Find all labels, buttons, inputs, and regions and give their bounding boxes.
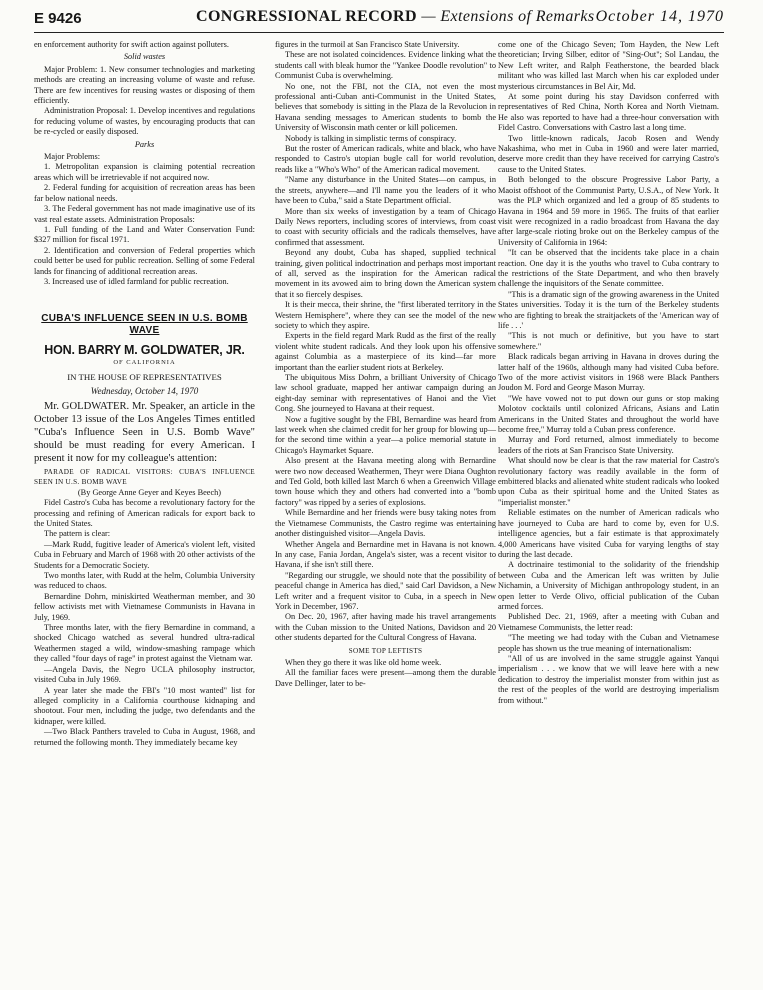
speech-date: Wednesday, October 14, 1970 bbox=[90, 385, 199, 396]
publication-title bbox=[196, 8, 595, 26]
paragraph: "Name any disturbance in the United States—on campus, in the streets, anywhere—and I'll name you the leaders of it who have been to Cuba," said a State Department official. bbox=[275, 175, 496, 206]
paragraph: The pattern is clear: bbox=[44, 529, 111, 539]
record-section: — Extensions of Remarks bbox=[421, 8, 595, 25]
article-heading-block bbox=[34, 313, 255, 337]
paragraph: "This is a dramatic sign of the growing awareness in the United States universities. Today it is the turn of the Berkeley students who are fighting to break the straitjackets of the 'American way of life . . .' bbox=[498, 289, 719, 330]
paragraph: While Bernardine and her friends were busy taking notes from the Vietnamese Communists, the Castro regime was entertaining another distinguished visitor—Angela Davis. bbox=[275, 508, 496, 539]
paragraph: 3. Increased use of idled farmland for public recreation. bbox=[44, 276, 229, 286]
article-heading: CUBA'S INFLUENCE SEEN IN U.S. BOMB WAVE bbox=[41, 313, 248, 337]
paragraph: What should now be clear is that the raw material for Castro's revolutionary factory was readily available in the form of embittered blacks and alienated white student radicals who looked upon Cuba as their spiritual home and the United States as "imperialist monster." bbox=[498, 456, 719, 507]
paragraph: Bernardine Dohrn, miniskirted Weatherman member, and 30 fellow activists met with Vietnamese Communists in Havana in July, 1969. bbox=[34, 591, 255, 622]
paragraph: figures in the turmoil at San Francisco State University. bbox=[275, 40, 460, 49]
paragraph: Beyond any doubt, Cuba has shaped, supplied technical training, given political indoctrination and perhaps most important of all, served as the inspiration for the American radical movement in its avowed aim to bring down the American system that it so fiercely despises. bbox=[275, 248, 496, 299]
paragraph: Administration Proposal: 1. Develop incentives and regulations for reducing volume of wastes, by encouraging products that can be re-cycled or easily disposed. bbox=[34, 106, 255, 137]
subheading-parks: Parks bbox=[134, 139, 155, 149]
byline: (By George Anne Geyer and Keyes Beech) bbox=[77, 487, 222, 497]
paragraph: —Mark Rudd, fugitive leader of America's violent left, visited Cuba in February and March of 1968 with 20 other activists of the Students for a Democratic Society. bbox=[34, 539, 255, 570]
paragraph: A doctrinaire testimonial to the solidarity of the friendship between Cuba and the American left was written by Julie Nichamin, a University of Michigan anthropology student, in an open letter to Verde Olivo, official publication of the Cuban armed forces. bbox=[498, 560, 719, 611]
paragraph: "Regarding our struggle, we should note that the possibility of peaceful change in America has died," said Carl Davidson, a New Left writer and a frequent visitor to Cuba, in a speech in New York in December, 1967. bbox=[275, 570, 496, 611]
paragraph: Also present at the Havana meeting along with Bernardine were two now deceased Weathermen, Theyr were Diana Oughton and Ted Gold, both killed last March 6 when a Greenwich Village town house which they and others had converted into a "bomb factory" was ripped by a series of explosions. bbox=[275, 456, 496, 507]
paragraph: Major Problems: bbox=[44, 152, 100, 162]
page-number: E 9426 bbox=[34, 10, 82, 27]
paragraph: 1. Full funding of the Land and Water Conservation Fund: $327 million for fiscal 1971. bbox=[34, 224, 255, 245]
header-rule bbox=[34, 32, 724, 33]
paragraph: en enforcement authority for swift action against polluters. bbox=[34, 40, 229, 49]
speaker-state: OF CALIFORNIA bbox=[113, 358, 176, 366]
paragraph: Major Problem: 1. New consumer technologies and marketing methods are creating an increasing volume of waste and refuse. There are few incentives for reusing wastes or disposing of them efficiently. bbox=[34, 64, 255, 106]
paragraph: The ubiquitous Miss Dohrn, a brilliant University of Chicago law school graduate, mapped her antiwar campaign during an eight-day seminar with representatives of Hanoi and the Viet Cong. She journeyed to Havana at their request. bbox=[275, 373, 496, 414]
paragraph: More than six weeks of investigation by a team of Chicago Daily News reporters, including scores of interviews, from coast to coast with security officials and the radicals themselves, have confirmed that assessment. bbox=[275, 206, 496, 247]
paragraph: At some point during his stay Davidson conferred with representatives of Red China, North Korea and North Vietnam. He also was reported to have had a three-hour conversation with Fidel Castro. Conversations with Castro last a long time. bbox=[498, 92, 719, 133]
paragraph: Now a fugitive sought by the FBI, Bernardine was heard from last week when she claimed credit for her group for blowing up—for the second time within a year—a police memorial statute in Chicago's Haymarket Square. bbox=[275, 414, 496, 455]
paragraph: Three months later, with the fiery Bernardine in command, a shocked Chicago watched as several hundred ultra-radical Weathermen staged a wild, window-smashing rampage which they called "four days of rage" in protest against the Vietnam war. bbox=[34, 623, 255, 664]
column-3 bbox=[498, 40, 719, 706]
paragraph: 2. Federal funding for acquisition of recreation areas has been far below national needs. bbox=[34, 183, 255, 203]
paragraph: —Angela Davis, the Negro UCLA philosophy instructor, visited Cuba in July 1969. bbox=[34, 664, 255, 685]
column-2 bbox=[275, 40, 496, 689]
paragraph: On Dec. 20, 1967, after having made his travel arrangements with the Cuban mission to the United Nations, Davidson and 20 other students departed for the Cultural Congress of Havana. bbox=[275, 612, 496, 643]
subheading-solid-wastes: Solid wastes bbox=[123, 52, 166, 62]
paragraph: Black radicals began arriving in Havana in droves during the latter half of the 1960s, although many had visited Cuba before. Two of the more activist visitors in 1968 were Black Panthers Joudon M. Ford and George Mason Murray. bbox=[498, 352, 719, 393]
paragraph: Reliable estimates on the number of American radicals who have journeyed to Cuba are hard to come by, even for U.S. intelligence agencies, but a fair estimate is that approximately 4,000 Americans have visited Cuba for varying lengths of stay during the last decade. bbox=[498, 508, 719, 559]
paragraph: "The meeting we had today with the Cuban and Vietnamese people has shown us the true meaning of internationalism: bbox=[498, 633, 719, 653]
masthead bbox=[34, 6, 724, 30]
paragraph: Nobody is talking in simplistic terms of conspiracy. bbox=[285, 133, 457, 143]
column-1 bbox=[34, 40, 255, 748]
paragraph: Whether Angela and Bernardine met in Havana is not known. In any case, Fania Jordan, Angela's sister, was a recent visitor to Havana, if she isn't still there. bbox=[275, 539, 496, 570]
paragraph: 3. The Federal government has not made imaginative use of its vast real estate assets. Administration Proposals: bbox=[34, 204, 255, 224]
paragraph: When they go there it was like old home week. bbox=[285, 657, 442, 667]
paragraph: Both belonged to the obscure Progressive Labor Party, a Maoist offshoot of the Communist Party, U.S.A., of New York. It was the PLP which organized and led a group of 85 students to Havana in 1964 and 59 more in 1965. The fruits of that earlier visit were recognized in a radio broadcast from Havana the day after large-scale rioting broke out on the Berkeley campus of the University of California in 1964: bbox=[498, 175, 719, 247]
paragraph: come one of the Chicago Seven; Tom Hayden, the New Left theoretician; Irving Silber, editor of "Sing-Out"; Sol Landau, the New Left writer, and Ralph Featherstone, the bearded black militant who was killed last March when his car exploded under mysterious circumstances in Bel Air, Md. bbox=[498, 40, 719, 91]
record-title: CONGRESSIONAL RECORD bbox=[196, 8, 417, 25]
paragraph: All the familiar faces were present—among them the durable Dave Dellinger, later to be- bbox=[275, 668, 496, 688]
paragraph: "All of us are involved in the same struggle against Yanqui imperialism . . . we know that we will leave here with a new dedication to destroy the imperialist monster from within just as the rest of the peoples of the world are destroying imperialism from without." bbox=[498, 653, 719, 705]
paragraph: Two months later, with Rudd at the helm, Columbia University was reduced to chaos. bbox=[34, 571, 255, 591]
paragraph: "This is not much or definitive, but you have to start somewhere." bbox=[498, 331, 719, 351]
reprint-title: PARADE OF RADICAL VISITORS: CUBA'S INFLUENCE SEEN IN U.S. BOMB WAVE bbox=[34, 467, 255, 487]
issue-date: October 14, 1970 bbox=[595, 8, 724, 25]
paragraph: 1. Metropolitan expansion is claiming potential recreation areas which will be irretrievable if not acquired now. bbox=[34, 162, 255, 182]
paragraph: But the roster of American radicals, white and black, who have responded to Castro's utopian bugle call for world revolution, reads like a "Who's Who" of the American radical movement. bbox=[275, 144, 496, 174]
subheading-some-top-leftists: SOME TOP LEFTISTS bbox=[348, 646, 423, 655]
speech-intro bbox=[34, 400, 255, 465]
paragraph: Fidel Castro's Cuba has become a revolutionary factory for the processing and refining of American radicals for export back to the United States. bbox=[34, 498, 255, 528]
paragraph: "It can be observed that the incidents take place in a chain reaction. One day it is the youths who travel to Cuba contrary to the restrictions of the State Department, and who then bravely challenge the inquisitors of the Senate committee. bbox=[498, 248, 719, 289]
paragraph: Published Dec. 21, 1969, after a meeting with Cuban and Vietnamese Communists, the letter read: bbox=[498, 612, 719, 632]
speech-header bbox=[34, 345, 255, 396]
paragraph: No one, not the FBI, not the CIA, not even the most professional anti-Cuban anti-Communist in the United States, believes that somebody is sitting in the Plaza de la Revolucion in Havana sending messages to American students to bomb the University of Wisconsin math center or kill policemen. bbox=[275, 81, 496, 133]
paragraph: —Two Black Panthers traveled to Cuba in August, 1968, and returned the following month. They immediately became key bbox=[34, 727, 255, 747]
paragraph: "We have vowed not to put down our guns or stop making Molotov cocktails until colonized Africans, Asians and Latin Americans in the United States and throughout the world have become free," Murray told a Cuban press conference. bbox=[498, 393, 719, 435]
chamber: IN THE HOUSE OF REPRESENTATIVES bbox=[67, 372, 222, 383]
paragraph: Murray and Ford returned, almost immediately to become leaders of the riots at San Francisco State University. bbox=[498, 435, 719, 455]
paragraph: It is their mecca, their shrine, the "first liberated territory in the Western Hemisphere", where they can see the model of the new society to which they aspire. bbox=[275, 300, 496, 330]
paragraph: A year later she made the FBI's "10 most wanted" list for alleged complicity in a California courthouse kidnaping and shootout. Four men, including the judge, two defendants and the kidnaper, were killed. bbox=[34, 685, 255, 726]
paragraph: 2. Identification and conversion of Federal properties which could better be used for public recreation. Selling of some Federal lands for financing of additional recreation areas. bbox=[34, 245, 255, 276]
paragraph: These are not isolated coincidences. Evidence linking what the students call with bleak humor the "Yankee Doodle revolution" to Communist Cuba is overwhelming. bbox=[275, 50, 496, 81]
paragraph: Mr. GOLDWATER. Mr. Speaker, an article in the October 13 issue of the Los Angeles Times entitled "Cuba's Influence Seen in U.S. Bomb Wave" should be must reading for every American. I present it now for my colleague's attention: bbox=[34, 400, 255, 464]
paragraph: Experts in the field regard Mark Rudd as the first of the really violent white student radicals. And they look upon his offensive against Columbia as a masterpiece of its kind—far more important than the earlier student riots at Berkeley. bbox=[275, 331, 496, 372]
speaker-name: HON. BARRY M. GOLDWATER, JR. bbox=[44, 343, 245, 358]
paragraph: Two little-known radicals, Jacob Rosen and Wendy Nakashima, who met in Cuba in 1960 and were later married, deserve more credit than they have received for carrying Castro's cause to the United States. bbox=[498, 133, 719, 174]
